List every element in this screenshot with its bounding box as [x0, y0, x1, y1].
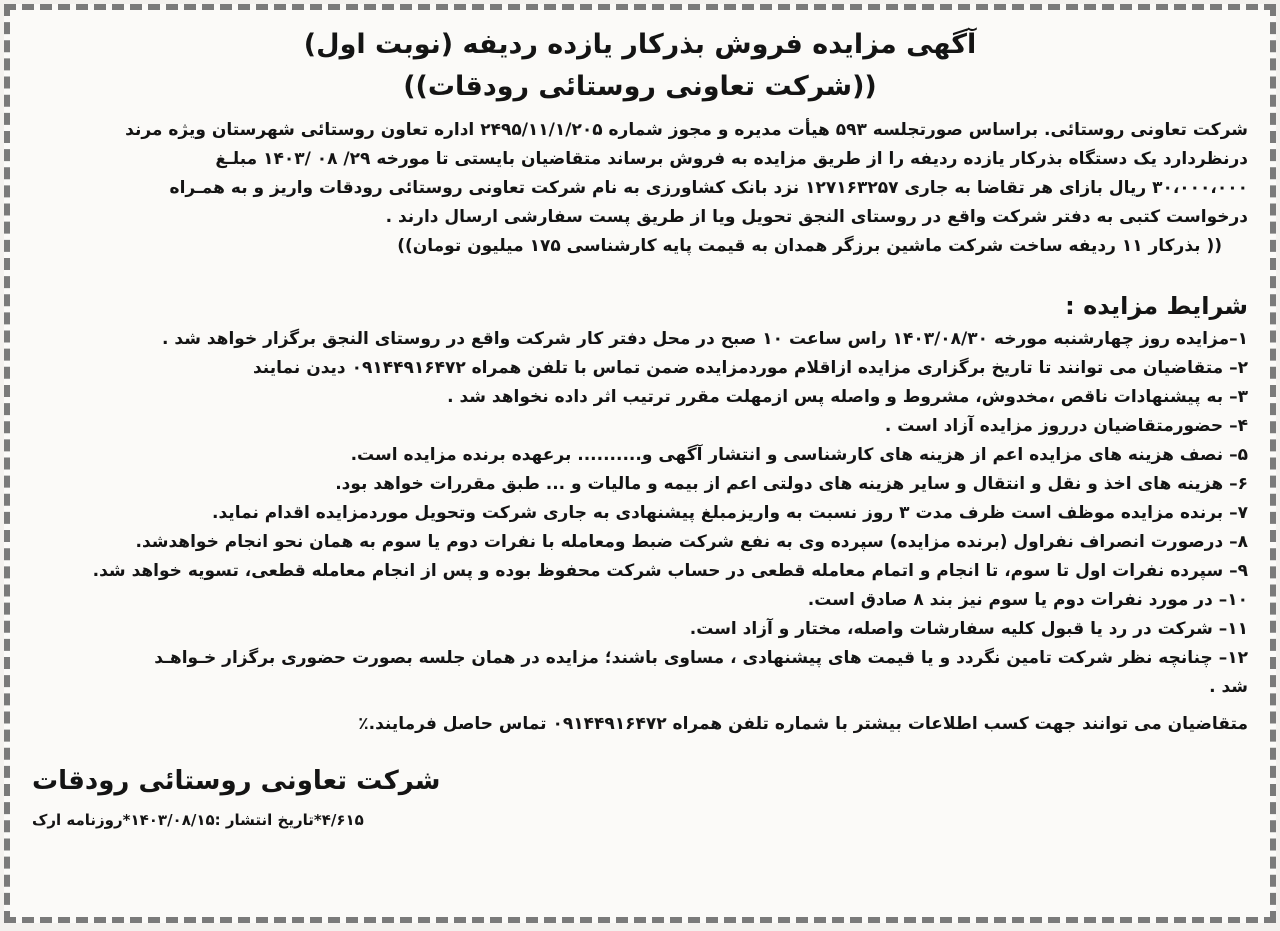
ad-border: [4, 4, 1276, 923]
notice-subtitle: ((شرکت تعاونی روستائی رودقات)): [403, 71, 877, 102]
publication-footer: ۴/۶۱۵*تاریخ انتشار :۱۴۰۳/۰۸/۱۵*روزنامه ارک: [32, 811, 364, 829]
condition-item: ۱۱– شرکت در رد یا قبول کلیه سفارشات واصله، مختار و آزاد است.: [689, 619, 1248, 639]
condition-item: ۱–مزایده روز چهارشنبه مورخه ۱۴۰۳/۰۸/۳۰ راس ساعت ۱۰ صبح در محل دفتر کار شرکت واقع در روستای النجق برگزار خواهد شد .: [162, 329, 1248, 349]
intro-line: درنظردارد یک دستگاه بذرکار یازده ردیفه را از طریق مزایده به فروش برساند متقاضیان بایستی تا مورخه ۲۹/ ۰۸ /۱۴۰۳ مبلـغ: [215, 149, 1248, 169]
closing-text: متقاضیان می توانند جهت کسب اطلاعات بیشتر با شماره تلفن همراه ۰۹۱۴۴۹۱۶۴۷۲ تماس حاصل فرمایند.٪: [358, 714, 1248, 734]
condition-item: ۵– نصف هزینه های مزایده اعم از هزینه های کارشناسی و انتشار آگهی و.......... برعهده برنده مزایده است.: [350, 445, 1248, 465]
intro-line: ۳۰،۰۰۰،۰۰۰ ریال بازای هر تقاضا به جاری ۱۲۷۱۶۳۲۵۷ نزد بانک کشاورزی به نام شرکت تعاونی روستائی رودقات واریز و به همـراه: [169, 178, 1248, 198]
condition-item: ۹– سپرده نفرات اول تا سوم، تا انجام و اتمام معامله قطعی در حساب شرکت محفوظ بوده و پس از انجام معامله قطعی، تسویه خواهد شد.: [92, 561, 1248, 581]
condition-item: ۱۲– چنانچه نظر شرکت تامین نگردد و یا قیمت های پیشنهادی ، مساوی باشند؛ مزایده در همان جلسه بصورت حضوری برگزار خـواهـد: [154, 648, 1248, 668]
company-signature: شرکت تعاونی روستائی رودقات: [32, 766, 441, 796]
condition-item: ۱۰– در مورد نفرات دوم یا سوم نیز بند ۸ صادق است.: [807, 590, 1248, 610]
condition-item: ۸– درصورت انصراف نفراول (برنده مزایده) سپرده وی به نفع شرکت ضبط ومعامله با نفرات دوم یا سوم به همان نحو انجام خواهدشد.: [135, 532, 1248, 552]
condition-item: ۴– حضورمتقاضیان درروز مزایده آزاد است .: [884, 416, 1248, 436]
condition-item: ۶– هزینه های اخذ و نقل و انتقال و سایر هزینه های دولتی اعم از بیمه و مالیات و ... طبق مقررات خواهد بود.: [335, 474, 1248, 494]
base-price-note: (( بذرکار ۱۱ ردیفه ساخت شرکت ماشین برزگر همدان به قیمت پایه کارشناسی ۱۷۵ میلیون تومان)): [397, 236, 1222, 256]
notice-title: آگهی مزایده فروش بذرکار یازده ردیفه (نوبت اول): [303, 29, 977, 60]
conditions-heading: شرایط مزایده :: [1065, 292, 1248, 320]
condition-item: ۲– متقاضیان می توانند تا تاریخ برگزاری مزایده ازاقلام موردمزایده ضمن تماس با تلفن همراه ۰۹۱۴۴۹۱۶۴۷۲ دیدن نمایند: [252, 358, 1248, 378]
condition-item: ۷– برنده مزایده موظف است ظرف مدت ۳ روز نسبت به واریزمبلغ پیشنهادی به جاری شرکت وتحویل موردمزایده اقدام نماید.: [212, 503, 1248, 523]
condition-item-continued: شد .: [1209, 677, 1248, 697]
intro-line: شرکت تعاونی روستائی. براساس صورتجلسه ۵۹۳ هیأت مدیره و مجوز شماره ۲۴۹۵/۱۱/۱/۲۰۵ اداره تعاون روستائی شهرستان ویژه مرند: [125, 120, 1248, 140]
auction-notice: [32, 24, 1248, 833]
condition-item: ۳– به پیشنهادات ناقص ،مخدوش، مشروط و واصله پس ازمهلت مقرر ترتیب اثر داده نخواهد شد .: [447, 387, 1248, 407]
intro-line: درخواست کتبی به دفتر شرکت واقع در روستای النجق تحویل ویا از طریق پست سفارشی ارسال دارند .: [385, 207, 1248, 227]
